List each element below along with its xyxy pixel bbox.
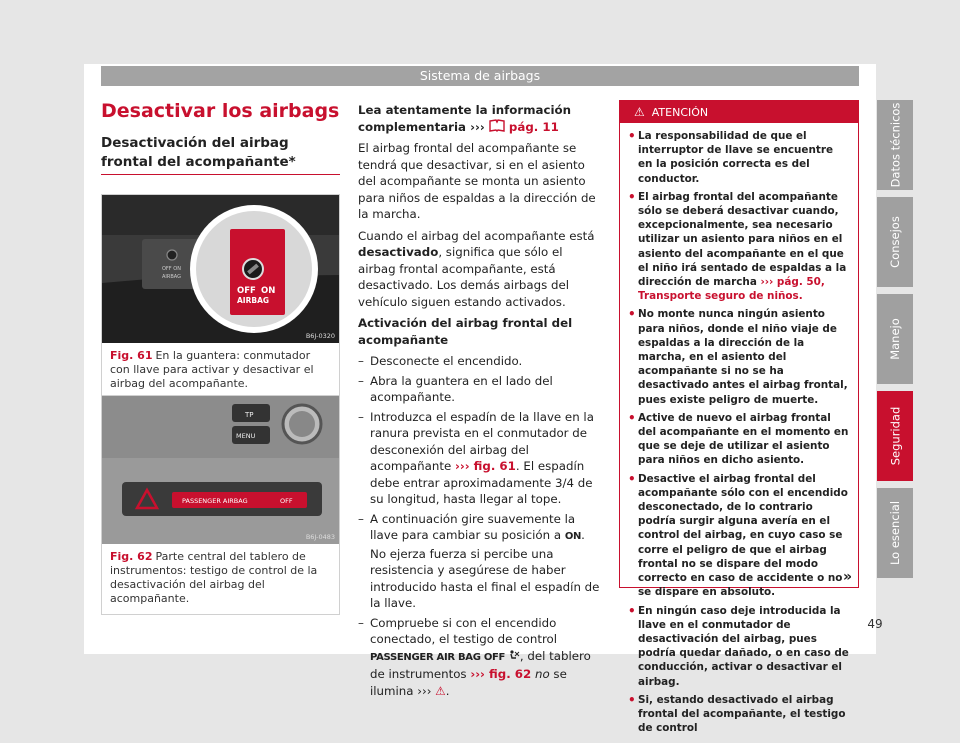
page-50-link[interactable]: ››› pág. 50, Transporte seguro de niños. bbox=[638, 276, 825, 303]
tab-manejo[interactable] bbox=[877, 294, 913, 384]
figure-label: Fig. 62 bbox=[110, 550, 153, 563]
figure-caption bbox=[102, 544, 339, 614]
tab-label: Manejo bbox=[888, 318, 903, 360]
main-text bbox=[358, 102, 603, 702]
tab-label: Seguridad bbox=[888, 406, 903, 466]
passenger-airbag-off-symbol: PASSENGER AIR BAG OFF bbox=[370, 651, 506, 663]
step-text: A continuación gire suavemente la llave para cambiar su posición a bbox=[370, 511, 576, 542]
figure-61-image bbox=[102, 195, 339, 343]
list-item: – Abra la guantera en el lado del acompañante. bbox=[358, 373, 603, 406]
fig-61-link[interactable]: ››› fig. 61 bbox=[454, 459, 516, 473]
p2-text-a: Cuando el airbag del acompañante está bbox=[358, 228, 595, 243]
page-number: 49 bbox=[867, 617, 883, 631]
header-bar: Sistema de airbags bbox=[101, 66, 859, 86]
figure-caption-text: En la guantera: conmutador con llave para activar y desactivar el airbag del acompañante. bbox=[110, 349, 314, 390]
tab-lo-esencial[interactable] bbox=[877, 488, 913, 578]
tab-label: Lo esencial bbox=[888, 500, 902, 566]
menu-button-label: MENU bbox=[236, 432, 256, 440]
step-text: se ilumina bbox=[370, 667, 567, 698]
lead-text: Lea atentamente la información complementaria bbox=[358, 103, 572, 134]
no-emphasis: no bbox=[534, 667, 550, 681]
warning-box bbox=[619, 100, 859, 735]
figure-caption bbox=[102, 343, 339, 399]
list-item: – Desconecte el encendido. bbox=[358, 353, 603, 370]
tab-label: Datos técnicos bbox=[888, 102, 902, 188]
tab-consejos[interactable] bbox=[877, 197, 913, 287]
list-item: • En ningún caso deje introducida la llave en el conmutador de desactivación del airbag, pues podría quedar dañado, o en caso de conducción, activar o desactivar el airbag. bbox=[628, 604, 851, 689]
small-airbag-label: AIRBAG bbox=[162, 274, 182, 280]
fig-62-link[interactable]: ››› fig. 62 bbox=[470, 667, 532, 681]
warning-triangle-icon: ⚠ bbox=[634, 105, 645, 119]
step-text: . No ejerza fuerza si percibe una resistencia y asegúrese de haber introducido hasta el final el espadín de la llave. bbox=[370, 528, 600, 610]
list-item: • Desactive el airbag frontal del acompañante sólo con el encendido desconectado, de lo contrario podría surgir alguna avería en el control del airbag, en cuyo caso se corre el peligro de que el airbag frontal no se dispare del modo correcto en caso de accidente o no se dispare en absoluto. bbox=[628, 472, 851, 600]
passenger-airbag-off-label: OFF bbox=[280, 497, 293, 505]
paragraph-2 bbox=[358, 228, 603, 311]
warning-text: El airbag frontal del acompañante sólo se deberá desactivar cuando, excepcionalmente, sea necesario utilizar un asiento para niños en el asiento del acompañante en el que el niño irá sentado de espaldas a la dirección de marcha bbox=[638, 190, 847, 289]
lead-page-link[interactable]: pág. 11 bbox=[508, 119, 559, 134]
lead-paragraph bbox=[358, 102, 603, 135]
steps-list bbox=[358, 353, 603, 699]
figure-61 bbox=[101, 194, 340, 400]
switch-on-label: ON bbox=[261, 286, 276, 296]
step-text: Introduzca el espadín de la llave en la ranura prevista en el conmutador de desconexión del airbag del acompañante bbox=[370, 409, 594, 473]
step-text: Compruebe si con el encendido conectado, el testigo de control bbox=[370, 615, 558, 646]
p2-bold: desactivado bbox=[358, 245, 439, 259]
list-item: – Compruebe si con el encendido conectado, el testigo de control PASSENGER AIR BAG OFF , del tablero de instrumentos ››› fig. 62 no se ilumina ››› ⚠. bbox=[358, 615, 603, 700]
warning-title: ATENCIÓN bbox=[651, 105, 709, 119]
list-item: • Active de nuevo el airbag frontal del acompañante en el momento en que se deje de utilizar el asiento para niños en dicho asiento. bbox=[628, 411, 851, 468]
step-text: , del tablero de instrumentos bbox=[370, 648, 591, 681]
passenger-airbag-lamp-label: PASSENGER AIRBAG bbox=[182, 497, 248, 505]
dashboard-illustration bbox=[102, 396, 339, 544]
figure-caption-text: Parte central del tablero de instrumentos: testigo de control de la desactivación del airbag del acompañante. bbox=[110, 550, 318, 605]
title-rule bbox=[101, 174, 340, 175]
tab-datos-tecnicos[interactable] bbox=[877, 100, 913, 190]
glovebox-switch-illustration bbox=[102, 195, 339, 343]
figure-62-image bbox=[102, 396, 339, 544]
tp-button-label: TP bbox=[245, 411, 254, 419]
warning-header bbox=[620, 101, 858, 123]
figure-code: B6J-0483 bbox=[305, 533, 335, 541]
book-icon bbox=[489, 119, 505, 132]
list-item: • Si, estando desactivado el airbag frontal del acompañante, el testigo de control bbox=[628, 693, 851, 736]
list-item bbox=[358, 511, 603, 612]
section-heading: Activación del airbag frontal del acompañante bbox=[358, 316, 573, 347]
warning-body bbox=[620, 123, 858, 743]
p2-text-c: , significa que sólo el airbag frontal acompañante, está desactivado. Los demás airbags del vehículo siguen estando activados. bbox=[358, 245, 570, 309]
on-symbol: ON bbox=[564, 531, 582, 542]
lead-arrows: ››› bbox=[470, 119, 485, 134]
small-off-on-label: OFF ON bbox=[162, 266, 181, 272]
page-title: Desactivar los airbags bbox=[101, 100, 340, 122]
list-item: • No monte nunca ningún asiento para niños, donde el niño viaje de espaldas a la dirección de la marcha, en el asiento del acompañante si no se ha desactivado antes el airbag frontal, pues existe peligro de muerte. bbox=[628, 307, 851, 406]
figure-code: B6J-0320 bbox=[305, 332, 335, 340]
step-text: . El espadín debe entrar aproximadamente 3/4 de su longitud, hasta llegar al tope. bbox=[370, 459, 593, 506]
tab-label: Consejos bbox=[888, 216, 902, 268]
continue-arrow: » bbox=[842, 569, 852, 585]
list-item bbox=[628, 190, 851, 304]
list-item bbox=[358, 409, 603, 508]
tab-seguridad[interactable] bbox=[877, 391, 913, 481]
section-subtitle: Desactivación del airbag frontal del acompañante* bbox=[101, 135, 296, 170]
airbag-seat-icon bbox=[509, 650, 520, 661]
switch-airbag-label: AIRBAG bbox=[237, 296, 270, 305]
switch-off-label: OFF bbox=[237, 286, 256, 296]
figure-label: Fig. 61 bbox=[110, 349, 153, 362]
list-item: • La responsabilidad de que el interruptor de llave se encuentre en la posición correcta es del conductor. bbox=[628, 129, 851, 186]
warning-arrows: ››› bbox=[417, 683, 432, 698]
warning-triangle-icon: ⚠ bbox=[435, 683, 446, 698]
figure-62 bbox=[101, 395, 340, 615]
paragraph-1: El airbag frontal del acompañante se tendrá que desactivar, si en el asiento del acompañante se monta un asiento para niños de espaldas a la dirección de la marcha. bbox=[358, 141, 596, 221]
